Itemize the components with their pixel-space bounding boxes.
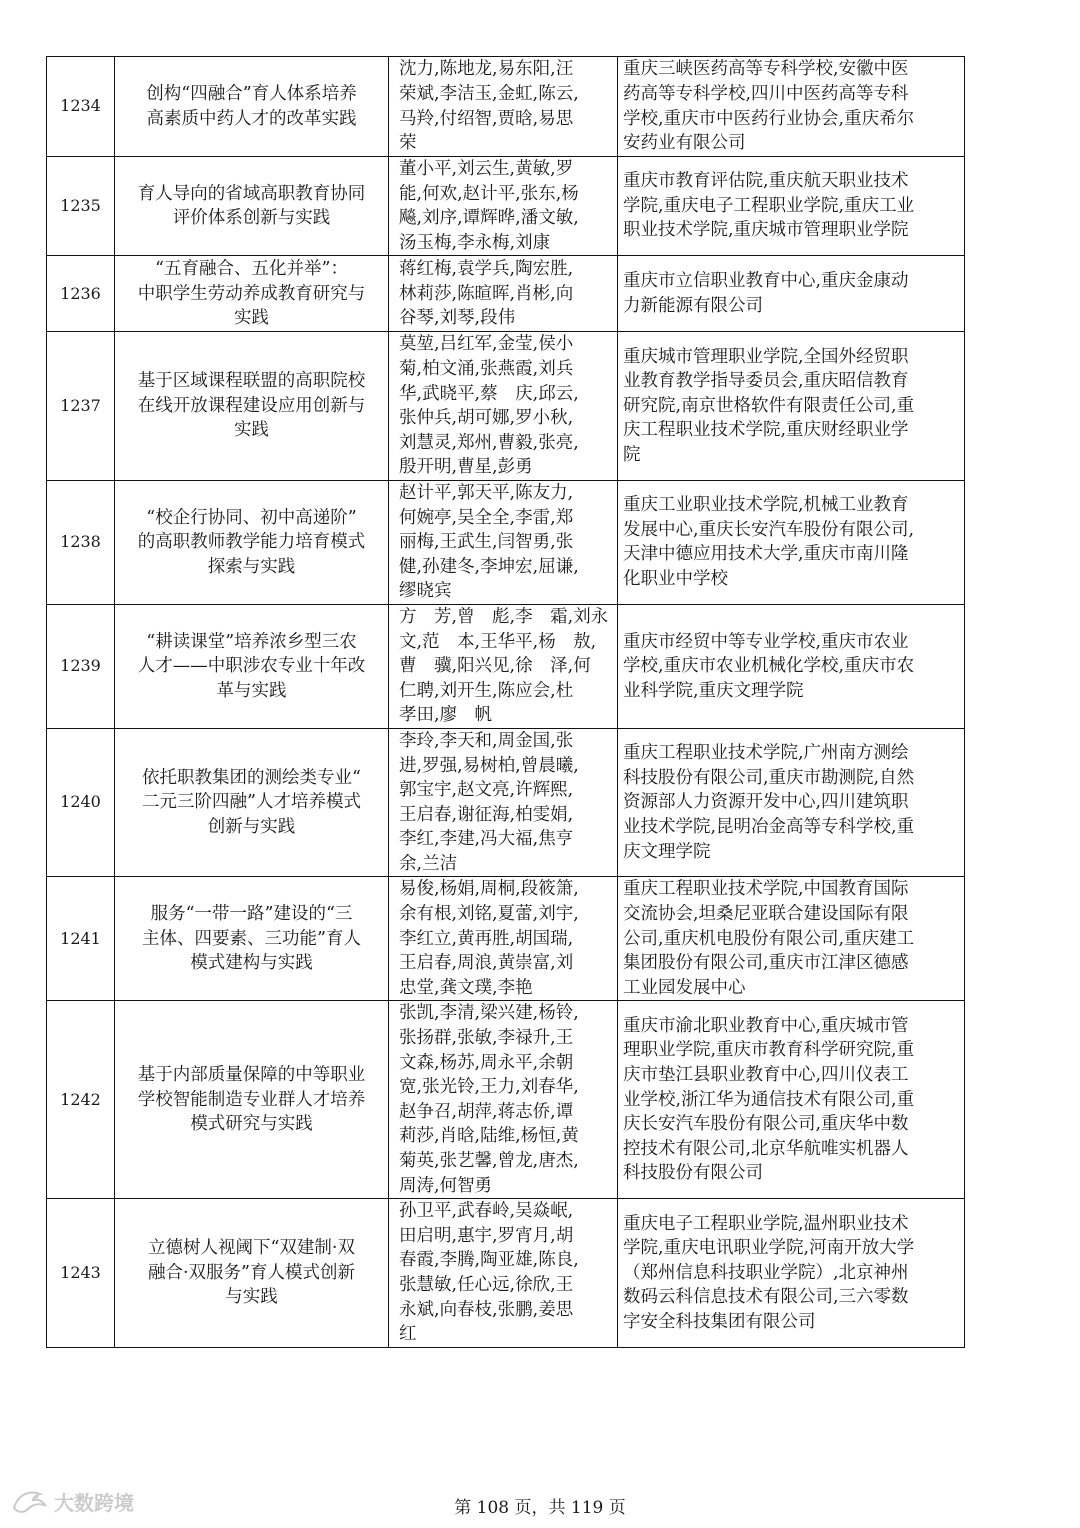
project-title-line: 立德树人视阈下“双建制·双 <box>147 1238 355 1259</box>
project-title-line: 人才——中职涉农专业十年改 <box>137 656 366 677</box>
project-units-line: 力新能源有限公司 <box>623 295 763 316</box>
project-units-line: 数码云科信息技术有限公司,三六零数 <box>623 1287 909 1308</box>
project-members <box>389 604 618 728</box>
project-members <box>389 480 618 604</box>
project-members-line: 汤玉梅,李永梅,刘康 <box>399 232 551 253</box>
project-members-line: 健,孙建冬,李坤宏,屈谦, <box>399 556 579 577</box>
project-units <box>618 1001 965 1199</box>
project-units <box>618 604 965 728</box>
project-units-line: 庆文理学院 <box>623 841 711 862</box>
table-row <box>47 480 965 604</box>
project-units-line: 重庆工业职业技术学院,机械工业教育 <box>623 495 909 516</box>
project-title-line: 在线开放课程建设应用创新与 <box>137 395 366 416</box>
project-units-line: 院 <box>623 445 641 466</box>
project-members-line: 荣斌,李洁玉,金虹,陈云, <box>399 83 579 104</box>
project-title-line: 基于区域课程联盟的高职院校 <box>137 371 366 392</box>
project-units-line: 工业园发展中心 <box>623 977 746 998</box>
project-members-line: 郭宝宇,赵文亮,许辉熙, <box>399 780 574 801</box>
project-title-line: 实践 <box>234 420 269 441</box>
project-members <box>389 1001 618 1199</box>
table-row <box>47 1001 965 1199</box>
project-title-line: 创新与实践 <box>207 816 296 837</box>
project-units-line: 控技术有限公司,北京华航唯实机器人 <box>623 1138 909 1159</box>
project-title-line: 模式建构与实践 <box>190 953 313 974</box>
project-units-line: 业科学院,重庆文理学院 <box>623 680 804 701</box>
project-title-line: “耕读课堂”培养浓乡型三农 <box>146 631 357 652</box>
project-units-line: 重庆市立信职业教育中心,重庆金康动 <box>623 271 909 292</box>
table-row <box>47 728 965 877</box>
watermark <box>10 1486 134 1516</box>
project-units <box>618 57 965 157</box>
project-units-line: 重庆市经贸中等专业学校,重庆市农业 <box>623 631 909 652</box>
project-title <box>115 57 389 157</box>
project-units-line: 庆市垫江县职业教育中心,四川仪表工 <box>623 1064 909 1085</box>
project-units-line: 学校,重庆市农业机械化学校,重庆市农 <box>623 656 915 677</box>
project-members <box>389 256 618 332</box>
project-members-line: 李玲,李天和,周金国,张 <box>399 730 574 751</box>
project-title-line: 依托职教集团的测绘类专业“ <box>142 767 361 788</box>
project-members-line: 易俊,杨娟,周桐,段筱箫, <box>399 879 579 900</box>
table-row <box>47 604 965 728</box>
table-row <box>47 157 965 256</box>
project-units-line: 化职业中学校 <box>623 569 728 590</box>
project-title <box>115 604 389 728</box>
project-units-line: 研究院,南京世格软件有限责任公司,重 <box>623 395 915 416</box>
project-number: 1243 <box>47 1199 115 1348</box>
project-members <box>389 1199 618 1348</box>
project-units-line: 药高等专科学校,四川中医药高等专科 <box>623 83 909 104</box>
project-members-line: 林莉莎,陈暄晖,肖彬,向 <box>399 283 574 304</box>
project-units-line: 资源部人力资源开发中心,四川建筑职 <box>623 792 909 813</box>
project-members-line: 进,罗强,易树柏,曾晨曦, <box>399 755 579 776</box>
project-title <box>115 157 389 256</box>
project-members-line: 赵争召,胡萍,蒋志侨,谭 <box>399 1101 574 1122</box>
project-title-line: 创构“四融合”育人体系培养 <box>146 83 357 104</box>
project-title-line: 学校智能制造专业群人才培养 <box>137 1089 366 1110</box>
project-units-line: 学院,重庆电子工程职业学院,重庆工业 <box>623 195 915 216</box>
project-members-line: 张仲兵,胡可娜,罗小秋, <box>399 408 574 429</box>
project-title <box>115 332 389 481</box>
project-units-line: 公司,重庆机电股份有限公司,重庆建工 <box>623 928 915 949</box>
project-units <box>618 332 965 481</box>
project-title-line: 育人导向的省域高职教育协同 <box>137 183 366 204</box>
project-number: 1236 <box>47 256 115 332</box>
project-members <box>389 332 618 481</box>
project-members-line: 余,兰洁 <box>399 853 458 874</box>
project-units-line: （郑州信息科技职业学院）,北京神州 <box>623 1262 909 1283</box>
project-units-line: 重庆工程职业技术学院,广州南方测绘 <box>623 743 909 764</box>
project-title-line: 探索与实践 <box>207 556 296 577</box>
project-title-line: 的高职教师教学能力培育模式 <box>137 532 366 553</box>
project-units-line: 理职业学院,重庆市教育科学研究院,重 <box>623 1040 915 1061</box>
project-members-line: 殷开明,曹星,彭勇 <box>399 457 533 478</box>
project-number: 1237 <box>47 332 115 481</box>
page-footer: 第 108 页，共 119 页 <box>454 1498 626 1518</box>
project-title-line: 与实践 <box>225 1287 278 1308</box>
project-members <box>389 877 618 1001</box>
project-members <box>389 57 618 157</box>
project-members-line: 李红,李建,冯大福,焦亨 <box>399 829 574 850</box>
project-units <box>618 728 965 877</box>
project-members-line: 方 芳,曾 彪,李 霜,刘永 <box>399 606 609 627</box>
project-title <box>115 256 389 332</box>
project-title-line: 高素质中药人才的改革实践 <box>146 108 357 129</box>
table-row <box>47 332 965 481</box>
project-units-line: 科技股份有限公司 <box>623 1163 763 1184</box>
project-units-line: 重庆电子工程职业学院,温州职业技术 <box>623 1213 909 1234</box>
project-members-line: 红 <box>399 1324 417 1345</box>
project-members-line: 莉莎,肖晗,陆维,杨恒,黄 <box>399 1126 579 1147</box>
project-number: 1238 <box>47 480 115 604</box>
project-members-line: 曹 骥,阳兴见,徐 泽,何 <box>399 656 591 677</box>
project-title-line: 中职学生劳动养成教育研究与 <box>137 283 366 304</box>
project-members-line: 永斌,向春枝,张鹏,姜思 <box>399 1299 574 1320</box>
project-members-line: 谷琴,刘琴,段伟 <box>399 308 516 329</box>
project-members-line: 菊,柏文涌,张燕霞,刘兵 <box>399 358 574 379</box>
project-units-line: 业教育教学指导委员会,重庆昭信教育 <box>623 371 909 392</box>
project-units-line: 学院,重庆电讯职业学院,河南开放大学 <box>623 1238 915 1259</box>
project-units-line: 交流协会,坦桑尼亚联合建设国际有限 <box>623 904 909 925</box>
project-title-line: 革与实践 <box>216 680 287 701</box>
project-title <box>115 877 389 1001</box>
project-members-line: 蒋红梅,袁学兵,陶宏胜, <box>399 258 574 279</box>
project-units <box>618 256 965 332</box>
bird-logo-icon <box>10 1486 48 1516</box>
project-members-line: 丽梅,王武生,闫智勇,张 <box>399 532 574 553</box>
award-table <box>46 56 965 1348</box>
project-members-line: 张慧敏,任心远,徐欣,王 <box>399 1275 574 1295</box>
project-members-line: 文,范 本,王华平,杨 敖, <box>399 631 597 652</box>
project-units <box>618 157 965 256</box>
project-number: 1239 <box>47 604 115 728</box>
project-members-line: 荣 <box>399 133 417 154</box>
project-members <box>389 728 618 877</box>
project-members-line: 董小平,刘云生,黄敏,罗 <box>399 159 574 179</box>
table-row <box>47 256 965 332</box>
project-members-line: 李红立,黄再胜,胡国瑞, <box>399 928 574 949</box>
project-units-line: 重庆城市管理职业学院,全国外经贸职 <box>623 346 909 367</box>
project-members-line: 周涛,何智勇 <box>399 1175 493 1196</box>
project-members-line: 王启春,谢征海,柏雯娟, <box>399 804 574 825</box>
project-title-line: 基于内部质量保障的中等职业 <box>137 1064 366 1085</box>
project-title <box>115 1001 389 1199</box>
project-members-line: 马羚,付绍智,贾晗,易思 <box>399 108 574 129</box>
project-members-line: 田启明,惠宇,罗宵月,胡 <box>399 1225 574 1246</box>
project-number: 1234 <box>47 57 115 157</box>
project-members-line: 赵计平,郭天平,陈友力, <box>399 482 574 503</box>
project-members-line: 孝田,廖 帆 <box>399 705 493 726</box>
project-title <box>115 1199 389 1348</box>
project-units-line: 业学校,浙江华为通信技术有限公司,重 <box>623 1089 915 1110</box>
project-members-line: 刘慧灵,郑州,曹毅,张亮, <box>399 432 579 453</box>
project-members-line: 张扬群,张敏,李禄升,王 <box>399 1028 574 1049</box>
project-number: 1235 <box>47 157 115 256</box>
project-number: 1242 <box>47 1001 115 1199</box>
project-title-line: 主体、四要素、三功能”育人 <box>142 928 361 949</box>
project-title-line: 评价体系创新与实践 <box>172 208 331 229</box>
project-title-line: 服务“一带一路”建设的“三 <box>150 904 353 925</box>
project-units-line: 重庆市教育评估院,重庆航天职业技术 <box>623 171 909 192</box>
project-title-line: 实践 <box>234 308 269 329</box>
project-units-line: 职业技术学院,重庆城市管理职业学院 <box>623 220 909 241</box>
project-number: 1240 <box>47 728 115 877</box>
table-row <box>47 57 965 157</box>
project-units-line: 安药业有限公司 <box>623 133 746 154</box>
project-title-line: “五育融合、五化并举”： <box>155 258 348 279</box>
project-members-line: 华,武晓平,蔡 庆,邱云, <box>399 383 579 404</box>
project-number: 1241 <box>47 877 115 1001</box>
project-members-line: 文森,杨苏,周永平,余朝 <box>399 1052 574 1073</box>
project-members-line: 仁聘,刘开生,陈应会,杜 <box>399 680 574 701</box>
project-members-line: 沈力,陈地龙,易东阳,汪 <box>399 59 574 80</box>
project-units-line: 科技股份有限公司,重庆市勘测院,自然 <box>623 767 915 788</box>
project-units-line: 天津中德应用技术大学,重庆市南川隆 <box>623 544 909 565</box>
project-units-line: 庆工程职业技术学院,重庆财经职业学 <box>623 420 909 441</box>
table-body <box>47 57 965 1348</box>
project-title-line: 融合·双服务”育人模式创新 <box>147 1262 355 1283</box>
project-members-line: 宽,张光铃,王力,刘春华, <box>399 1077 579 1098</box>
project-units-line: 业技术学院,昆明冶金高等专科学校,重 <box>623 816 915 837</box>
project-members-line: 春霞,李腾,陶亚雄,陈良, <box>399 1250 579 1271</box>
project-title-line: “校企行协同、初中高递阶” <box>146 507 357 528</box>
project-members-line: 缪晓宾 <box>399 581 452 602</box>
project-members-line: 张凯,李清,梁兴建,杨铃, <box>399 1003 579 1024</box>
project-units-line: 重庆市渝北职业教育中心,重庆城市管 <box>623 1015 909 1036</box>
project-units-line: 庆长安汽车股份有限公司,重庆华中数 <box>623 1114 909 1135</box>
project-units-line: 集团股份有限公司,重庆市江津区德感 <box>623 953 909 974</box>
project-units <box>618 1199 965 1348</box>
project-members-line: 莫堃,吕红军,金莹,侯小 <box>399 334 574 355</box>
project-members-line: 忠堂,龚文璞,李艳 <box>399 977 533 998</box>
project-members-line: 孙卫平,武春岭,吴焱岷, <box>399 1201 574 1222</box>
project-units-line: 发展中心,重庆长安汽车股份有限公司, <box>623 519 915 540</box>
project-members-line: 飚,刘序,谭辉晔,潘文敏, <box>399 208 579 229</box>
project-members-line: 王启春,周浪,黄崇富,刘 <box>399 953 574 974</box>
project-title <box>115 728 389 877</box>
project-title-line: 二元三阶四融”人才培养模式 <box>142 792 361 813</box>
project-units-line: 学校,重庆市中医药行业协会,重庆希尔 <box>623 108 915 129</box>
table-row <box>47 877 965 1001</box>
project-units <box>618 877 965 1001</box>
project-title <box>115 480 389 604</box>
project-members-line: 余有根,刘铭,夏蕾,刘宇, <box>399 904 579 925</box>
project-members-line: 菊英,张艺馨,曾龙,唐杰, <box>399 1151 579 1172</box>
project-units <box>618 480 965 604</box>
project-members <box>389 157 618 256</box>
project-members-line: 能,何欢,赵计平,张东,杨 <box>399 183 579 204</box>
project-units-line: 重庆三峡医药高等专科学校,安徽中医 <box>623 59 909 80</box>
watermark-text: 大数跨境 <box>54 1490 134 1515</box>
project-units-line: 重庆工程职业技术学院,中国教育国际 <box>623 879 909 900</box>
project-title-line: 模式研究与实践 <box>190 1114 313 1135</box>
project-members-line: 何婉亭,吴全全,李雷,郑 <box>399 507 574 528</box>
table-row <box>47 1199 965 1348</box>
project-units-line: 字安全科技集团有限公司 <box>623 1311 816 1332</box>
